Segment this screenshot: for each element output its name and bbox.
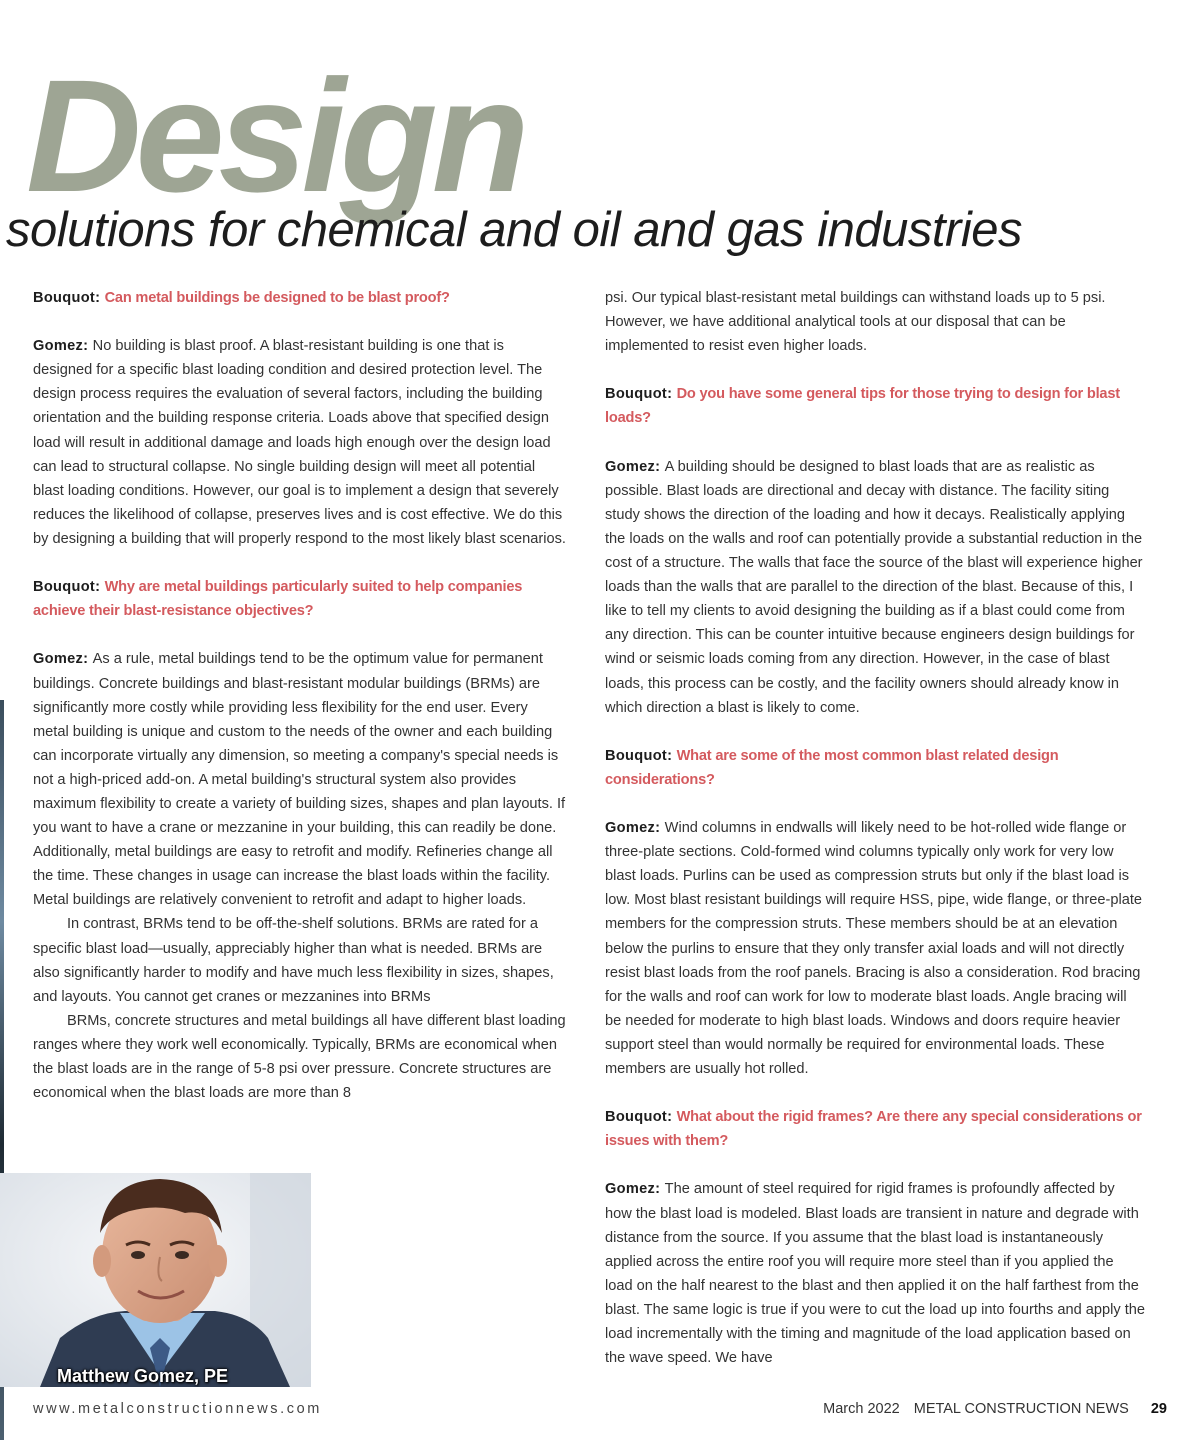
answer-block bbox=[33, 647, 567, 912]
page-title: Design bbox=[26, 46, 524, 225]
speaker-label: Gomez: bbox=[33, 651, 93, 668]
speaker-label: Bouquot: bbox=[605, 1109, 677, 1126]
speaker-label: Gomez: bbox=[605, 820, 665, 837]
portrait-illustration bbox=[0, 1173, 311, 1387]
footer-date: March 2022 bbox=[823, 1401, 900, 1417]
answer-text: No building is blast proof. A blast-resistant building is one that is designed for a specific blast loading condition and desired protection level. The design process requires the evaluation of several factors, including the building orientation and the building response criteria. Loads above that specified design load will result in additional damage and loads high enough over the design load can lead to structural collapse. No single building design will meet all potential blast loading conditions. However, our goal is to implement a design that severely reduces the likelihood of collapse, preserves lives and is cost effective. We do this by designing a building that will properly respond to the most likely blast scenarios. bbox=[33, 338, 566, 547]
photo-caption: Matthew Gomez, PE bbox=[57, 1366, 229, 1386]
question-text: Do you have some general tips for those trying to design for blast loads? bbox=[605, 386, 1120, 427]
answer-block bbox=[605, 816, 1145, 1081]
speaker-label: Bouquot: bbox=[605, 386, 677, 403]
answer-text: A building should be designed to blast loads that are as realistic as possible. Blast loads are directional and decay with distance. The facility siting study shows the direction of the loading and how it decays. Realistically applying the loads on the walls and roof can potentially provide a substantial reduction in the cost of a structure. The walls that face the source of the blast will experience higher loads than the walls that are parallel to the direction of the blast. Because of this, I like to tell my clients to avoid designing the building as if a blast could come from any direction. This can be counter intuitive because engineers design buildings for wind or seismic loads coming from any direction. However, in the case of blast loads, this process can be costly, and the facility owners should already know in which direction a blast is likely to come. bbox=[605, 458, 1143, 716]
question-text: What about the rigid frames? Are there any special considerations or issues with them? bbox=[605, 1109, 1142, 1150]
speaker-label: Gomez: bbox=[33, 338, 93, 355]
question-block bbox=[605, 744, 1145, 792]
question-text: Can metal buildings be designed to be blast proof? bbox=[104, 290, 450, 306]
footer-publication: METAL CONSTRUCTION NEWS bbox=[913, 1401, 1129, 1417]
page-number: 29 bbox=[1150, 1401, 1167, 1417]
question-text: Why are metal buildings particularly suited to help companies achieve their blast-resistance objectives? bbox=[33, 579, 523, 620]
right-column bbox=[605, 286, 1145, 1370]
answer-paragraph: In contrast, BRMs tend to be off-the-shelf solutions. BRMs are rated for a specific blast load—usually, appreciably higher than what is needed. BRMs are also significantly harder to modify and have much less flexibility in sizes, shapes, and layouts. You cannot get cranes or mezzanines into BRMs bbox=[33, 916, 554, 1005]
question-block bbox=[33, 575, 567, 623]
question-block bbox=[605, 382, 1145, 430]
answer-continuation: psi. Our typical blast-resistant metal buildings can withstand loads up to 5 psi. However, we have additional analytical tools at our disposal that can be implemented to resist even higher loads. bbox=[605, 290, 1106, 355]
answer-block bbox=[33, 334, 567, 551]
speaker-label: Gomez: bbox=[605, 1181, 665, 1198]
answer-block bbox=[605, 1177, 1145, 1370]
speaker-label: Bouquot: bbox=[33, 579, 105, 596]
question-block bbox=[605, 1105, 1145, 1153]
page-subtitle: solutions for chemical and oil and gas industries bbox=[6, 203, 1022, 257]
question-block bbox=[33, 286, 567, 310]
answer-block bbox=[605, 455, 1145, 720]
left-column bbox=[33, 286, 567, 1105]
speaker-label: Gomez: bbox=[605, 458, 665, 475]
answer-paragraph: BRMs, concrete structures and metal buildings all have different blast loading ranges where they work well economically. Typically, BRMs are economical when the blast loads are in the range of 5-8 psi over pressure. Concrete structures are economical when the blast loads are more than 8 bbox=[33, 1012, 566, 1102]
answer-text: Wind columns in endwalls will likely need to be hot-rolled wide flange or three-plate sections. Cold-formed wind columns typically only work for very low blast loads. Purlins can be used as compression struts but only if the blast load is low. Most blast resistant buildings will require HSS, pipe, wide flange, or three-plate members for the compression struts. These members should be at an elevation below the purlins to ensure that they only transfer axial loads and will not directly resist blast loads from the roof panels. Bracing is also a consideration. Rod bracing for the walls and roof can work for low to moderate blast loads. Angle bracing will be needed for moderate to high blast loads. Windows and doors require heavier support steel than would normally be required for environmental loads. These members are usually hot rolled. bbox=[605, 820, 1142, 1077]
speaker-label: Bouquot: bbox=[33, 290, 105, 306]
question-text: What are some of the most common blast related design considerations? bbox=[605, 747, 1059, 788]
speaker-label: Bouquot: bbox=[605, 747, 677, 764]
answer-text: The amount of steel required for rigid frames is profoundly affected by how the blast load is modeled. Blast loads are transient in nature and degrade with distance from the source. If you assume that the blast load is instantaneously applied across the entire roof you will require more steel than if you applied the load on the half nearest to the blast and then applied it on the half farthest from the blast. The same logic is true if you were to cut the load up into fourths and apply the load incrementally with the timing and magnitude of the load application based on the wave speed. We have bbox=[605, 1181, 1146, 1367]
footer-info bbox=[813, 1401, 1167, 1417]
portrait-photo bbox=[0, 1173, 311, 1387]
answer-text: As a rule, metal buildings tend to be the optimum value for permanent buildings. Concrete buildings and blast-resistant modular buildings (BRMs) are significantly more costly while providing less flexibility for the end user. Every metal building is unique and custom to the needs of the owner and each building can incorporate virtually any dimension, so meeting a company's special needs is not a high-priced add-on. A metal building's structural system also provides maximum flexibility to create a variety of building sizes, shapes and plan layouts. If you want to have a crane or mezzanine in your building, this can readily be done. Additionally, metal buildings are easy to retrofit and modify. Refineries change all the time. These changes in usage can increase the blast loads within the facility. Metal buildings are relatively convenient to retrofit and adapt to higher loads. bbox=[33, 651, 566, 909]
footer-url: www.metalconstructionnews.com bbox=[33, 1401, 322, 1417]
